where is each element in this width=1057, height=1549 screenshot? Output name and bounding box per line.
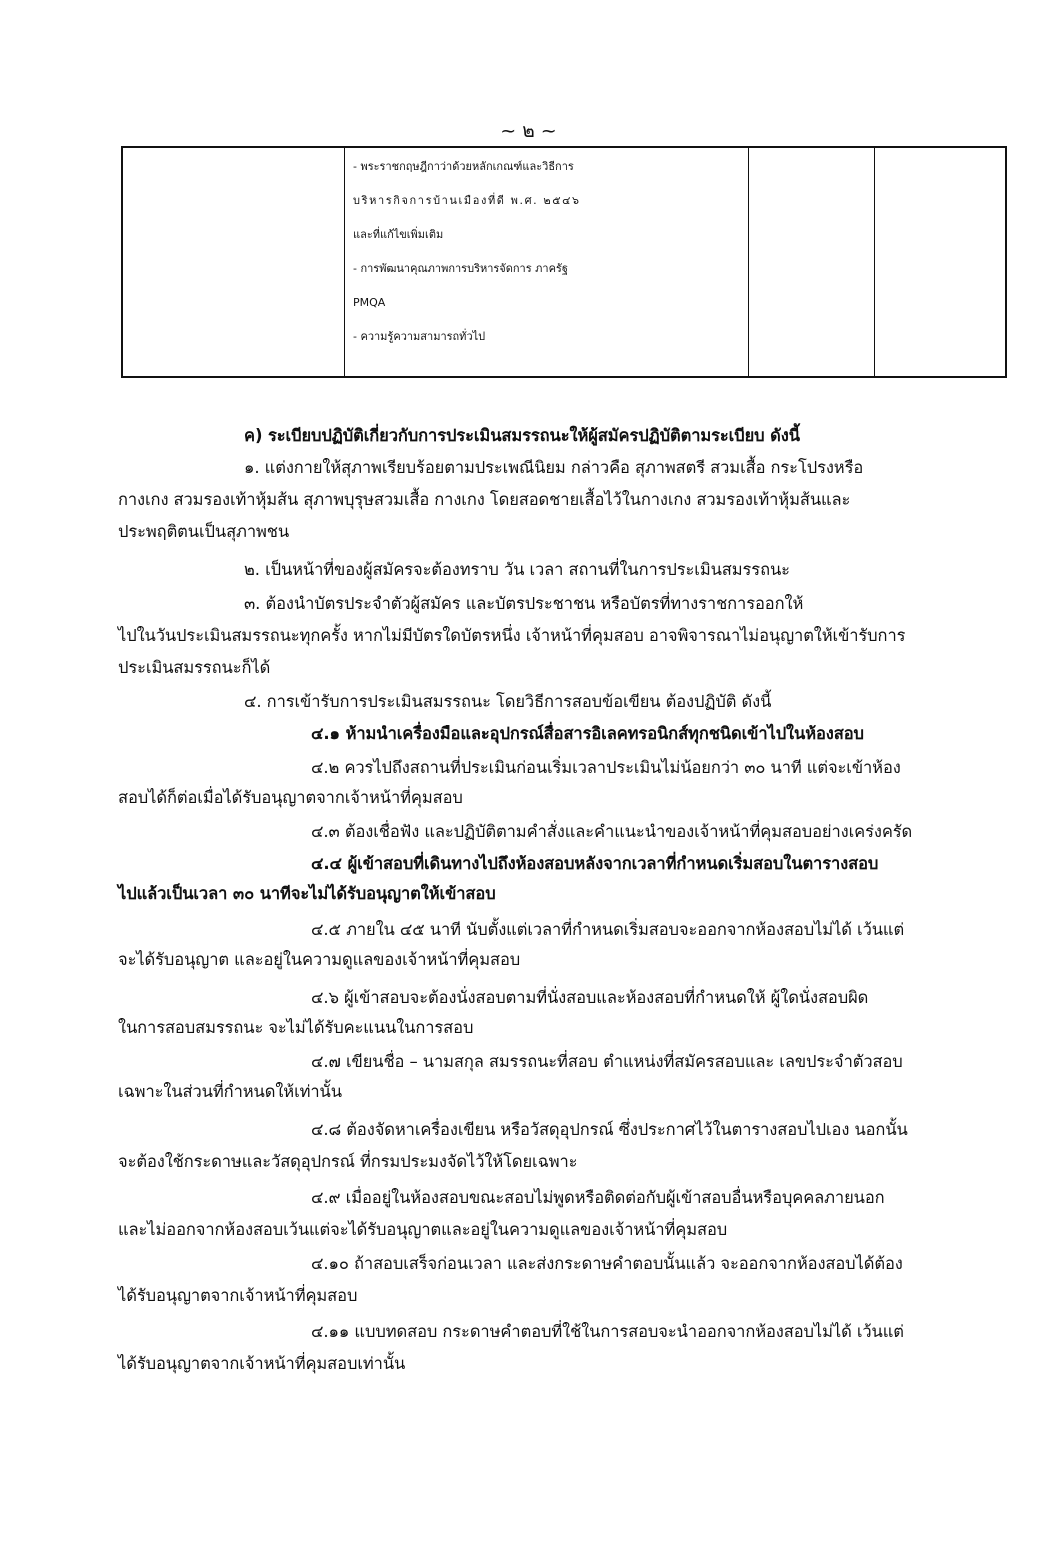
continuation-table [121, 146, 1007, 378]
table-line: และที่แก้ไขเพิ่มเติม [353, 228, 444, 241]
sub-item-4-4: ไปแล้วเป็นเวลา ๓๐ นาทีจะไม่ได้รับอนุญาตให้เข้าสอบ [118, 884, 496, 903]
sub-item-4-2: สอบได้ก็ต่อเมื่อได้รับอนุญาตจากเจ้าหน้าที่คุมสอบ [118, 788, 463, 807]
sub-item-4-11: ได้รับอนุญาตจากเจ้าหน้าที่คุมสอบเท่านั้น [118, 1354, 406, 1373]
sub-item-4-5: จะได้รับอนุญาต และอยู่ในความดูแลของเจ้าหน้าที่คุมสอบ [118, 950, 521, 969]
table-cell-empty [749, 148, 875, 376]
sub-item-4-7: ๔.๗ เขียนชื่อ – นามสกุล สมรรถนะที่สอบ ตำแหน่งที่สมัครสอบและ เลขประจำตัวสอบ [311, 1052, 903, 1071]
sub-item-4-4: ๔.๔ ผู้เข้าสอบที่เดินทางไปถึงห้องสอบหลังจากเวลาที่กำหนดเริ่มสอบในตารางสอบ [311, 854, 879, 873]
item-2-line: ๒. เป็นหน้าที่ของผู้สมัครจะต้องทราบ วัน เวลา สถานที่ในการประเมินสมรรถนะ [244, 560, 790, 579]
item-4-line: ๔. การเข้ารับการประเมินสมรรถนะ โดยวิธีการสอบข้อเขียน ต้องปฏิบัติ ดังนี้ [244, 692, 772, 711]
sub-item-4-2: ๔.๒ ควรไปถึงสถานที่ประเมินก่อนเริ่มเวลาประเมินไม่น้อยกว่า ๓๐ นาที แต่จะเข้าห้อง [311, 758, 901, 777]
sub-item-4-11: ๔.๑๑ แบบทดสอบ กระดาษคำตอบที่ใช้ในการสอบจะนำออกจากห้องสอบไม่ได้ เว้นแต่ [311, 1322, 904, 1341]
table-line: - ความรู้ความสามารถทั่วไป [353, 330, 486, 343]
item-1-line: ๑. แต่งกายให้สุภาพเรียบร้อยตามประเพณีนิยม กล่าวคือ สุภาพสตรี สวมเสื้อ กระโปรงหรือ [244, 458, 864, 477]
item-3-line: ประเมินสมรรถนะก็ได้ [118, 658, 271, 677]
table-cell-content [345, 148, 749, 376]
sub-item-4-3: ๔.๓ ต้องเชื่อฟัง และปฏิบัติตามคำสั่งและคำแนะนำของเจ้าหน้าที่คุมสอบอย่างเคร่งครัด [311, 822, 913, 841]
table-line: บริหารกิจการบ้านเมืองที่ดี พ.ศ. ๒๕๔๖ [353, 194, 581, 207]
item-3-line: ๓. ต้องนำบัตรประจำตัวผู้สมัคร และบัตรประชาชน หรือบัตรที่ทางราชการออกให้ [244, 594, 804, 613]
sub-item-4-1: ๔.๑ ห้ามนำเครื่องมือและอุปกรณ์สื่อสารอิเลคทรอนิกส์ทุกชนิดเข้าไปในห้องสอบ [311, 724, 864, 743]
sub-item-4-8: จะต้องใช้กระดาษและวัสดุอุปกรณ์ ที่กรมประมงจัดไว้ให้โดยเฉพาะ [118, 1152, 578, 1171]
item-3-line: ไปในวันประเมินสมรรถนะทุกครั้ง หากไม่มีบัตรใดบัตรหนึ่ง เจ้าหน้าที่คุมสอบ อาจพิจารณาไม่อนุญาตให้เข้ารับการ [118, 626, 906, 645]
sub-item-4-7: เฉพาะในส่วนที่กำหนดให้เท่านั้น [118, 1082, 342, 1101]
sub-item-4-10: ๔.๑๐ ถ้าสอบเสร็จก่อนเวลา และส่งกระดาษคำตอบนั้นแล้ว จะออกจากห้องสอบได้ต้อง [311, 1254, 903, 1273]
sub-item-4-8: ๔.๘ ต้องจัดหาเครื่องเขียน หรือวัสดุอุปกรณ์ ซึ่งประกาศไว้ในตารางสอบไปเอง นอกนั้น [311, 1120, 908, 1139]
sub-item-4-6: ในการสอบสมรรถนะ จะไม่ได้รับคะแนนในการสอบ [118, 1018, 474, 1037]
table-cell-empty-left [123, 148, 345, 376]
sub-item-4-9: ๔.๙ เมื่ออยู่ในห้องสอบขณะสอบไม่พูดหรือติดต่อกับผู้เข้าสอบอื่นหรือบุคคลภายนอก [311, 1188, 885, 1207]
sub-item-4-9: และไม่ออกจากห้องสอบเว้นแต่จะได้รับอนุญาตและอยู่ในความดูแลของเจ้าหน้าที่คุมสอบ [118, 1220, 728, 1239]
item-1-line: กางเกง สวมรองเท้าหุ้มส้น สุภาพบุรุษสวมเสื้อ กางเกง โดยสอดชายเสื้อไว้ในกางเกง สวมรองเท้าหุ้มส้นและ [118, 490, 851, 509]
section-heading: ค) ระเบียบปฏิบัติเกี่ยวกับการประเมินสมรรถนะให้ผู้สมัครปฏิบัติตามระเบียบ ดังนี้ [244, 426, 800, 445]
table-line: PMQA [353, 296, 386, 309]
sub-item-4-6: ๔.๖ ผู้เข้าสอบจะต้องนั่งสอบตามที่นั่งสอบและห้องสอบที่กำหนดให้ ผู้ใดนั่งสอบผิด [311, 988, 869, 1007]
page-number: ~ ๒ ~ [500, 120, 557, 142]
table-line: - การพัฒนาคุณภาพการบริหารจัดการ ภาครัฐ [353, 262, 568, 275]
table-line: - พระราชกฤษฎีกาว่าด้วยหลักเกณฑ์และวิธีการ [353, 160, 574, 173]
item-1-line: ประพฤติตนเป็นสุภาพชน [118, 522, 290, 541]
sub-item-4-10: ได้รับอนุญาตจากเจ้าหน้าที่คุมสอบ [118, 1286, 358, 1305]
sub-item-4-5: ๔.๕ ภายใน ๔๕ นาที นับตั้งแต่เวลาที่กำหนดเริ่มสอบจะออกจากห้องสอบไม่ได้ เว้นแต่ [311, 920, 905, 939]
table-cell-empty [875, 148, 1005, 376]
